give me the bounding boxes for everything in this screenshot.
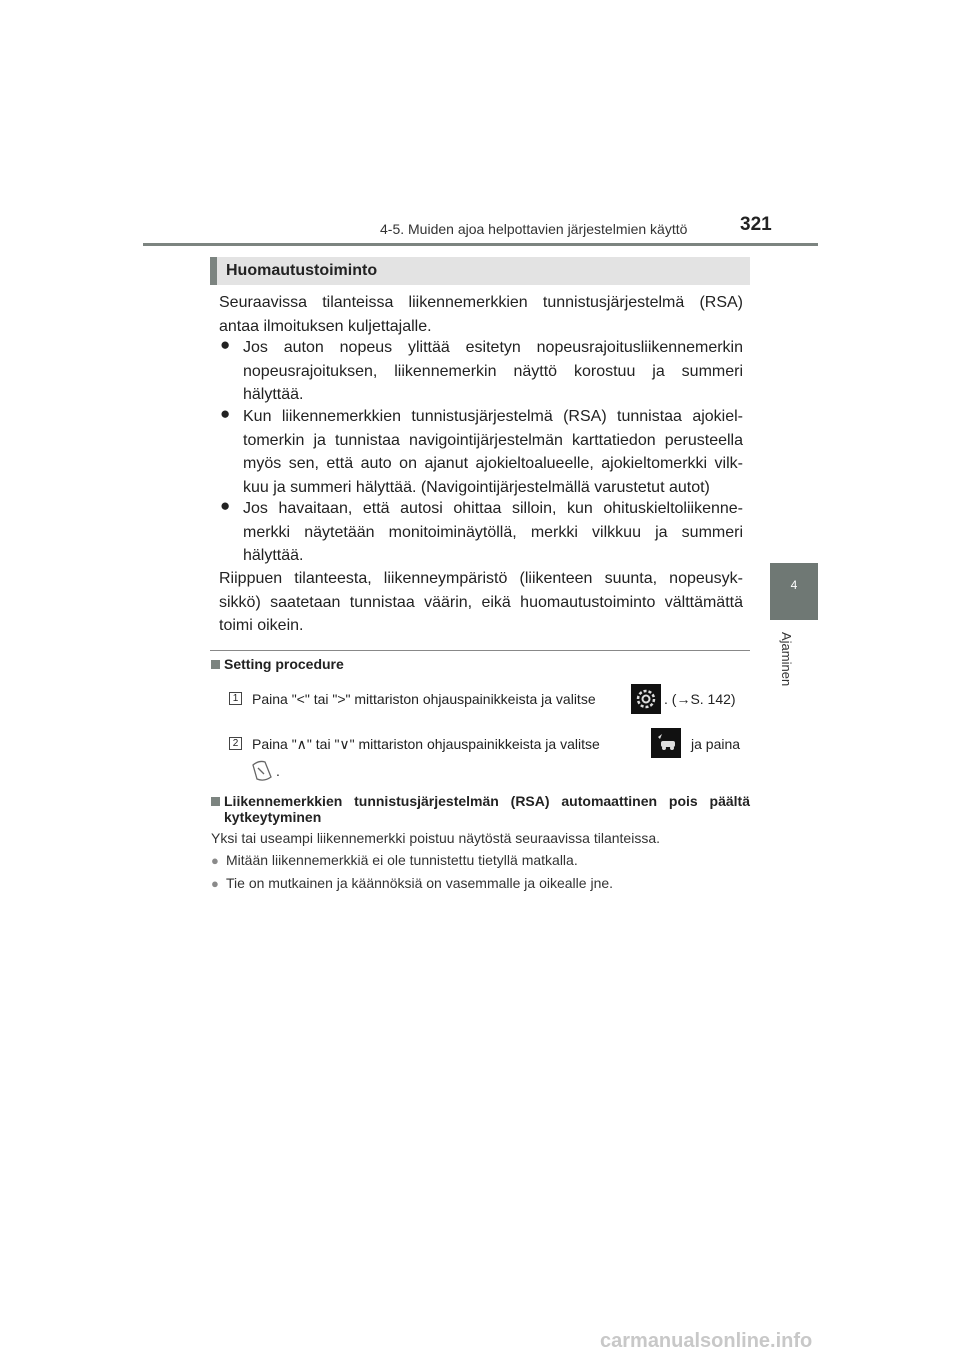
step-number-2: 2 [229,737,242,750]
step2-text: Paina "∧" tai "∨" mittariston ohjauspainikkeista ja valitse [252,736,600,752]
step1-text: Paina "<" tai ">" mittariston ohjauspainikkeista ja valitse [252,691,596,707]
auto-off-bullet-2: Tie on mutkainen ja käännöksiä on vasemmalle ja oikealle jne. [226,875,614,891]
notice-outro: Riippuen tilanteesta, liikenneympäristö (liikenteen suunta, nopeusyk-sikkö) saatetaan tunnistaa väärin, eikä huomautustoiminto välttämättä toimi oikein. [219,570,743,634]
notice-bullet-2: Kun liikennemerkkien tunnistusjärjestelmä (RSA) tunnistaa ajokiel-tomerkin ja tunnistaa navigointijärjestelmän karttatiedon perusteella myös sen, että auto on ajanut ajokieltoalueelle, ajokieltomerkki vilk-kuu ja summeri hälyttää. (Navigointijärjestelmällä varustetut autot) [243,408,743,496]
setting-heading: Setting procedure [224,656,344,672]
rsa-car-icon [651,728,681,758]
header-divider [143,243,818,246]
auto-off-heading: Liikennemerkkien tunnistusjärjestelmän (RSA) automaattinen pois päältä kytkeytyminen [224,793,750,825]
chapter-label: Ajaminen [779,632,794,687]
notice-bullet-3: Jos havaitaan, että autosi ohittaa silloin, kun ohituskieltoliikenne-merkki näytetään monitoiminäytöllä, merkki vilkkuu ja summeri hälyttää. [243,500,743,564]
page-number: 321 [740,214,772,235]
notice-title: Huomautustoiminto [226,262,378,279]
bullet-dot: ● [220,335,231,354]
notice-bottom-rule [210,650,750,651]
auto-off-bullet-1: Mitään liikennemerkkiä ei ole tunnistettu tietyllä matkalla. [226,852,578,868]
step-number-1: 1 [229,692,242,705]
section-marker [211,797,220,806]
bullet-dot: ● [211,876,219,891]
watermark: carmanualsonline.info [600,1330,813,1352]
step1-page-ref: . (→S. 142) [664,691,736,707]
bullet-dot: ● [220,404,231,423]
notice-header-accent [210,257,217,285]
section-title: 4-5. Muiden ajoa helpottavien järjestelmien käyttö [380,221,688,237]
settings-gear-icon [631,684,661,714]
bullet-dot: ● [211,853,219,868]
step2-end: ja paina [691,736,741,752]
notice-bullet-1: Jos auton nopeus ylittää esitetyn nopeusrajoitusliikennemerkin nopeusrajoituksen, liikennemerkin näyttö korostuu ja summeri hälyttää. [243,339,743,403]
step2-tail: . [276,763,280,779]
auto-off-intro: Yksi tai useampi liikennemerkki poistuu näytöstä seuraavissa tilanteissa. [211,830,660,846]
enter-button-icon [250,759,274,783]
notice-intro: Seuraavissa tilanteissa liikennemerkkien tunnistusjärjestelmä (RSA) antaa ilmoituksen kuljettajalle. [219,294,743,335]
chapter-number: 4 [790,578,798,592]
section-marker [211,660,220,669]
bullet-dot: ● [220,496,231,515]
